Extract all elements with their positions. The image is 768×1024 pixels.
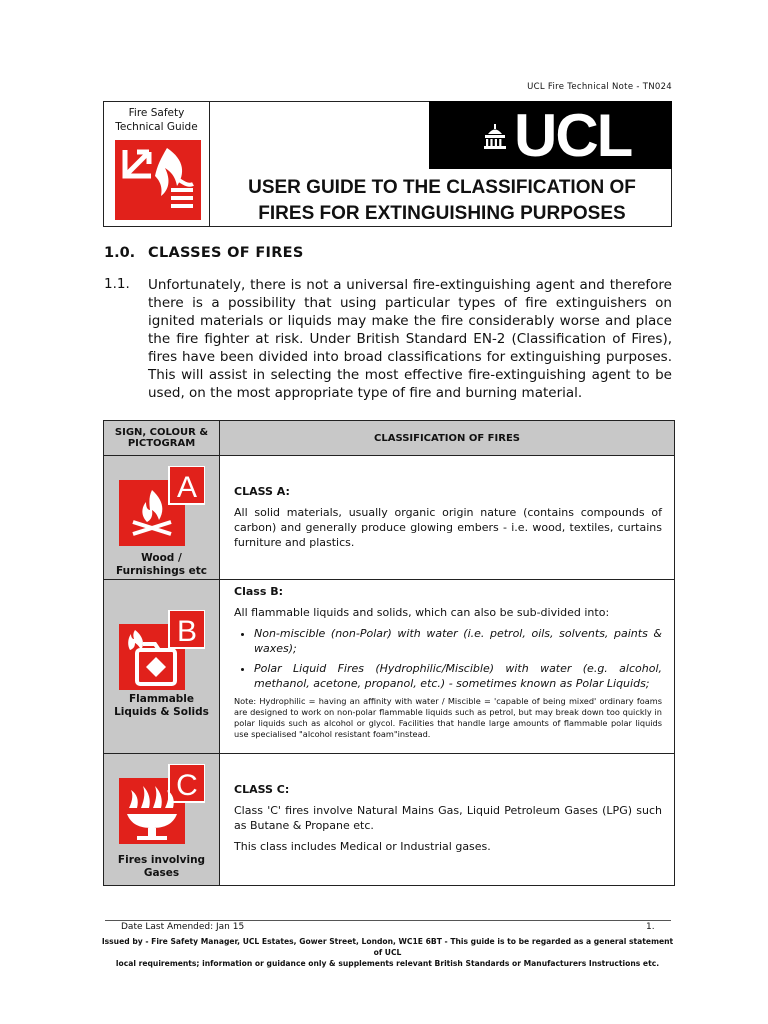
page-number: 1. (646, 922, 655, 932)
footer-issued-by (100, 936, 675, 969)
intro-paragraph: Unfortunately, there is not a universal fire-extinguishing agent and therefore there is a possibility that using particular types of fire extinguishers on ignited materials or liquids may make the fire considerably worse and place the fire fighter at risk. Under British Standard EN-2 (Classification of Fires), fires have been divided into broad classifications for extinguishing purposes. This will assist in selecting the most effective fire-extinguishing agent to be used, on the most appropriate type of fire and burning material. (148, 277, 672, 401)
footer-issued-line2: local requirements; information or guidance only & supplements relevant British Standards or Manufacturers Instructions etc. (115, 959, 660, 968)
class-b-heading: Class B: (234, 585, 283, 598)
class-a-caption-line2: Furnishings etc (116, 565, 207, 577)
class-b-bullets (234, 626, 662, 691)
title-line1: USER GUIDE TO THE CLASSIFICATION OF (248, 177, 636, 198)
title-line2: FIRES FOR EXTINGUISHING PURPOSES (258, 203, 626, 224)
class-c-fire-icon (119, 764, 205, 844)
header-sign-colour (104, 421, 220, 456)
class-c-description (220, 754, 675, 886)
class-b-note: Note: Hydrophilic = having an affinity with water / Miscible = 'capable of being mixed' ordinary foams are designed to work on non-polar flammable liquids such as petrol, but may break down too quickly in polar liquids such as alcohol or glycol. Facilities that handle large amounts of flammable polar liquids use specialised "alcohol resistant foam"instead. (234, 696, 662, 739)
footer-date: Date Last Amended: Jan 15 (121, 922, 245, 932)
class-a-fire-icon (119, 466, 205, 546)
class-b-sign-cell (104, 580, 220, 754)
class-c-caption (104, 854, 219, 880)
class-a-text: All solid materials, usually organic origin nature (contains compounds of carbon) and generally produce glowing embers - i.e. wood, textiles, curtains furniture and plastics. (234, 506, 662, 549)
table-row-class-a (104, 456, 675, 580)
class-a-heading: CLASS A: (234, 485, 290, 498)
class-b-caption-line2: Liquids & Solids (114, 706, 209, 718)
class-b-text: All flammable liquids and solids, which can also be sub-divided into: (234, 606, 610, 619)
section-title: CLASSES OF FIRES (148, 245, 304, 261)
guide-label-line1: Fire Safety (128, 107, 185, 119)
class-c-caption-line1: Fires involving (117, 854, 206, 866)
footer-issued-line1: Issued by - Fire Safety Manager, UCL Estates, Gower Street, London, WC1E 6BT - This guide is to be regarded as a general statement of UCL (101, 937, 674, 957)
class-b-fire-icon (119, 610, 205, 690)
header-sign-line2: PICTOGRAM (127, 438, 196, 449)
fire-sign-icon (115, 140, 201, 220)
list-item: • Non-miscible (non-Polar) with water (i.e. petrol, oils, solvents, paints & waxes); (254, 626, 662, 656)
ucl-logo-text: UCL (514, 102, 632, 169)
class-b-letter: B (176, 615, 197, 648)
class-c-text: Class 'C' fires involve Natural Mains Gas, Liquid Petroleum Gases (LPG) such as Butane & Propane etc. (234, 804, 662, 832)
class-c-heading: CLASS C: (234, 783, 290, 796)
fire-classification-table (103, 420, 675, 886)
section-number: 1.0. (104, 245, 136, 261)
guide-label-line2: Technical Guide (115, 121, 198, 133)
paragraph-number: 1.1. (104, 276, 130, 292)
class-c-sign-cell (104, 754, 220, 886)
table-header-row (104, 421, 675, 456)
ucl-crest-icon (482, 122, 508, 154)
page-title (212, 175, 672, 227)
class-a-sign-cell (104, 456, 220, 580)
class-b-caption (104, 693, 219, 719)
table-row-class-c (104, 754, 675, 886)
class-a-description (220, 456, 675, 580)
class-a-caption-line1: Wood / (141, 552, 182, 564)
class-c-caption-line2: Gases (143, 867, 180, 879)
class-b-caption-line1: Flammable (128, 693, 195, 705)
list-item: • Polar Liquid Fires (Hydrophilic/Miscible) with water (e.g. alcohol, methanol, acetone, propanol, etc.) - sometimes known as Polar Liquids; (254, 661, 662, 691)
class-b-description (220, 580, 675, 754)
header-classification: CLASSIFICATION OF FIRES (220, 421, 675, 456)
header-sign-line1: SIGN, COLOUR & (114, 427, 209, 438)
doc-reference: UCL Fire Technical Note - TN024 (527, 82, 672, 92)
class-a-letter: A (176, 471, 197, 504)
class-c-text2: This class includes Medical or Industrial gases. (234, 840, 491, 853)
class-c-letter: C (175, 769, 198, 802)
class-a-caption (104, 552, 219, 578)
table-row-class-b (104, 580, 675, 754)
footer-rule (105, 920, 671, 921)
guide-label (103, 106, 210, 134)
